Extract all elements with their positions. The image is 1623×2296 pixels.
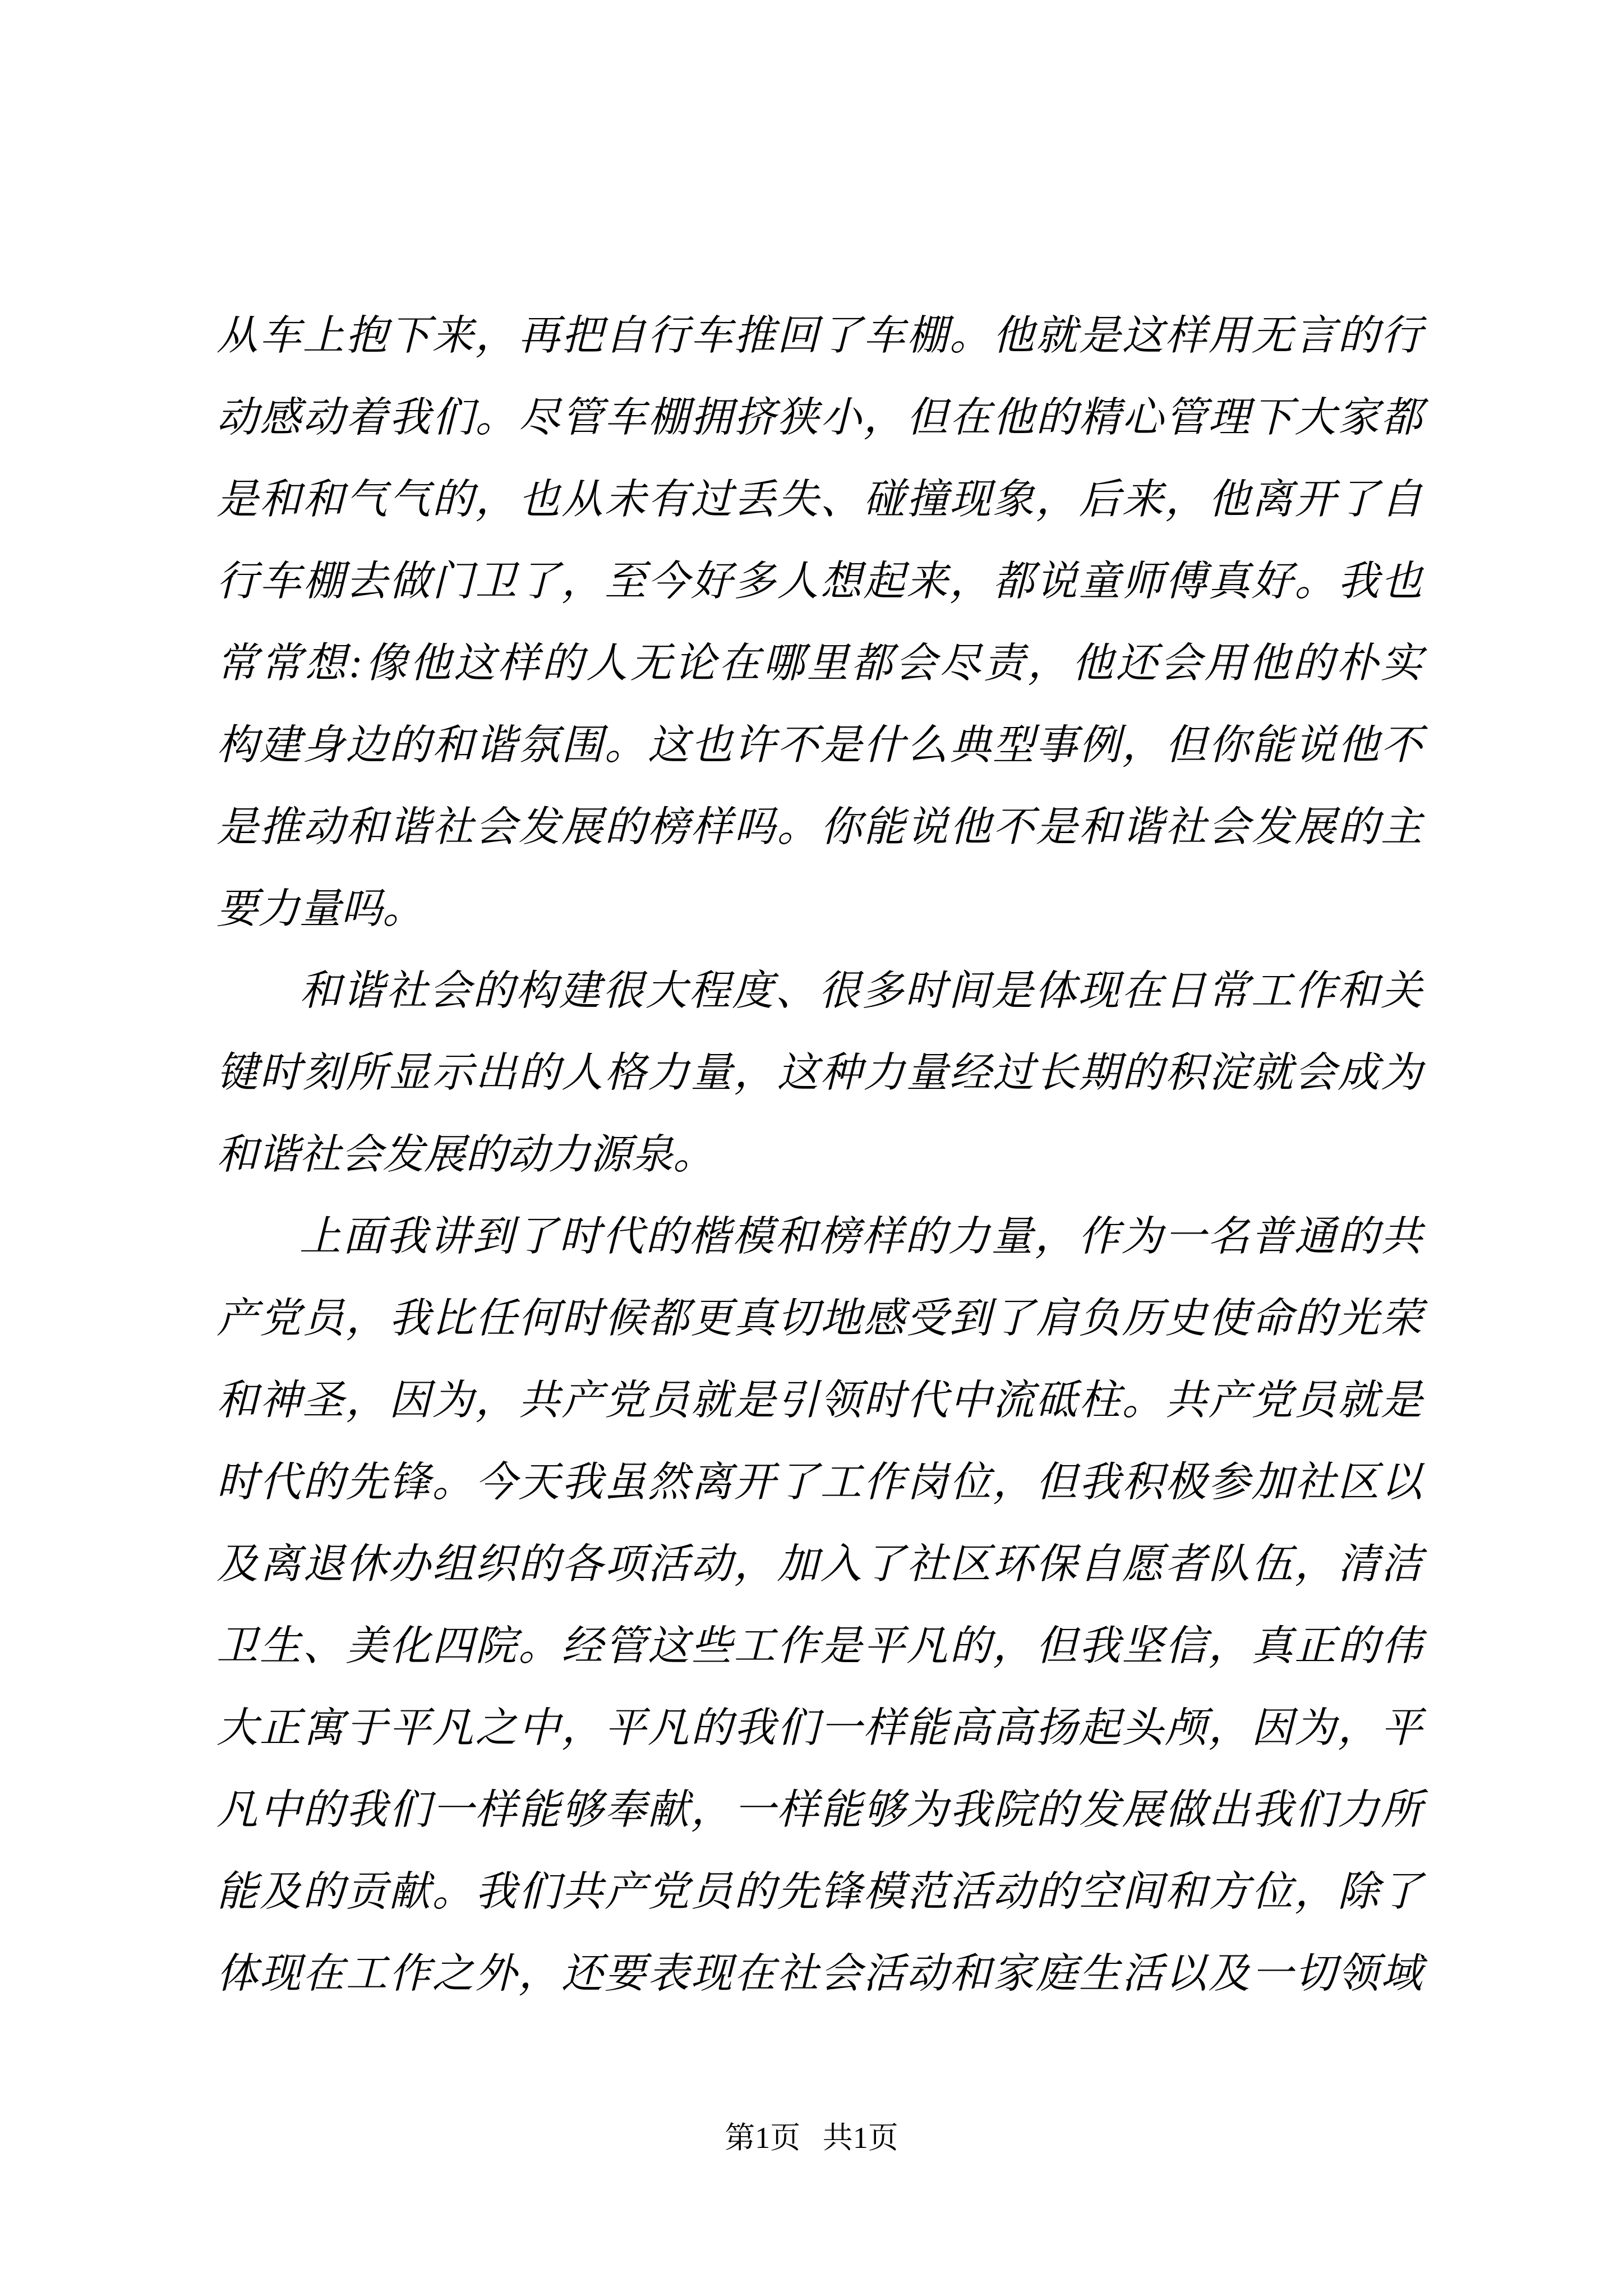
text-line: 从车上抱下来，再把自行车推回了车棚。他就是这样用无言的行 <box>216 313 1422 359</box>
text-line: 大正寓于平凡之中，平凡的我们一样能高高扬起头颅，因为，平 <box>216 1705 1422 1751</box>
text-line: 常常想:像他这样的人无论在哪里都会尽责，他还会用他的朴实 <box>216 641 1422 687</box>
text-line: 能及的贡献。我们共产党员的先锋模范活动的空间和方位，除了 <box>216 1869 1422 1915</box>
text-line: 构建身边的和谐氛围。这也许不是什么典型事例，但你能说他不 <box>216 723 1422 769</box>
text-line: 产党员，我比任何时候都更真切地感受到了肩负历史使命的光荣 <box>216 1296 1422 1342</box>
text-line: 键时刻所显示出的人格力量，这种力量经过长期的积淀就会成为 <box>216 1050 1422 1096</box>
text-line: 和谐社会的构建很大程度、很多时间是体现在日常工作和关 <box>299 968 1422 1014</box>
text-line: 凡中的我们一样能够奉献，一样能够为我院的发展做出我们力所 <box>216 1787 1422 1833</box>
text-line: 是推动和谐社会发展的榜样吗。你能说他不是和谐社会发展的主 <box>216 804 1422 850</box>
text-line: 和神圣，因为，共产党员就是引领时代中流砥柱。共产党员就是 <box>216 1378 1422 1424</box>
text-line: 卫生、美化四院。经管这些工作是平凡的，但我坚信，真正的伟 <box>216 1623 1422 1669</box>
text-line: 体现在工作之外，还要表现在社会活动和家庭生活以及一切领域 <box>216 1951 1422 1997</box>
text-line: 动感动着我们。尽管车棚拥挤狭小，但在他的精心管理下大家都 <box>216 395 1422 441</box>
text-line: 及离退休办组织的各项活动，加入了社区环保自愿者队伍，清洁 <box>216 1542 1422 1588</box>
body-text <box>216 295 1422 2015</box>
text-line: 行车棚去做门卫了，至今好多人想起来，都说童师傅真好。我也 <box>216 559 1422 605</box>
text-line: 时代的先锋。今天我虽然离开了工作岗位，但我积极参加社区以 <box>216 1460 1422 1506</box>
text-line: 要力量吗。 <box>216 886 424 932</box>
text-line: 是和和气气的，也从未有过丢失、碰撞现象，后来，他离开了自 <box>216 477 1422 523</box>
page-number-footer: 第1页 共1页 <box>725 2121 898 2155</box>
text-line: 和谐社会发展的动力源泉。 <box>216 1132 714 1178</box>
text-line: 上面我讲到了时代的楷模和榜样的力量，作为一名普通的共 <box>299 1214 1422 1260</box>
